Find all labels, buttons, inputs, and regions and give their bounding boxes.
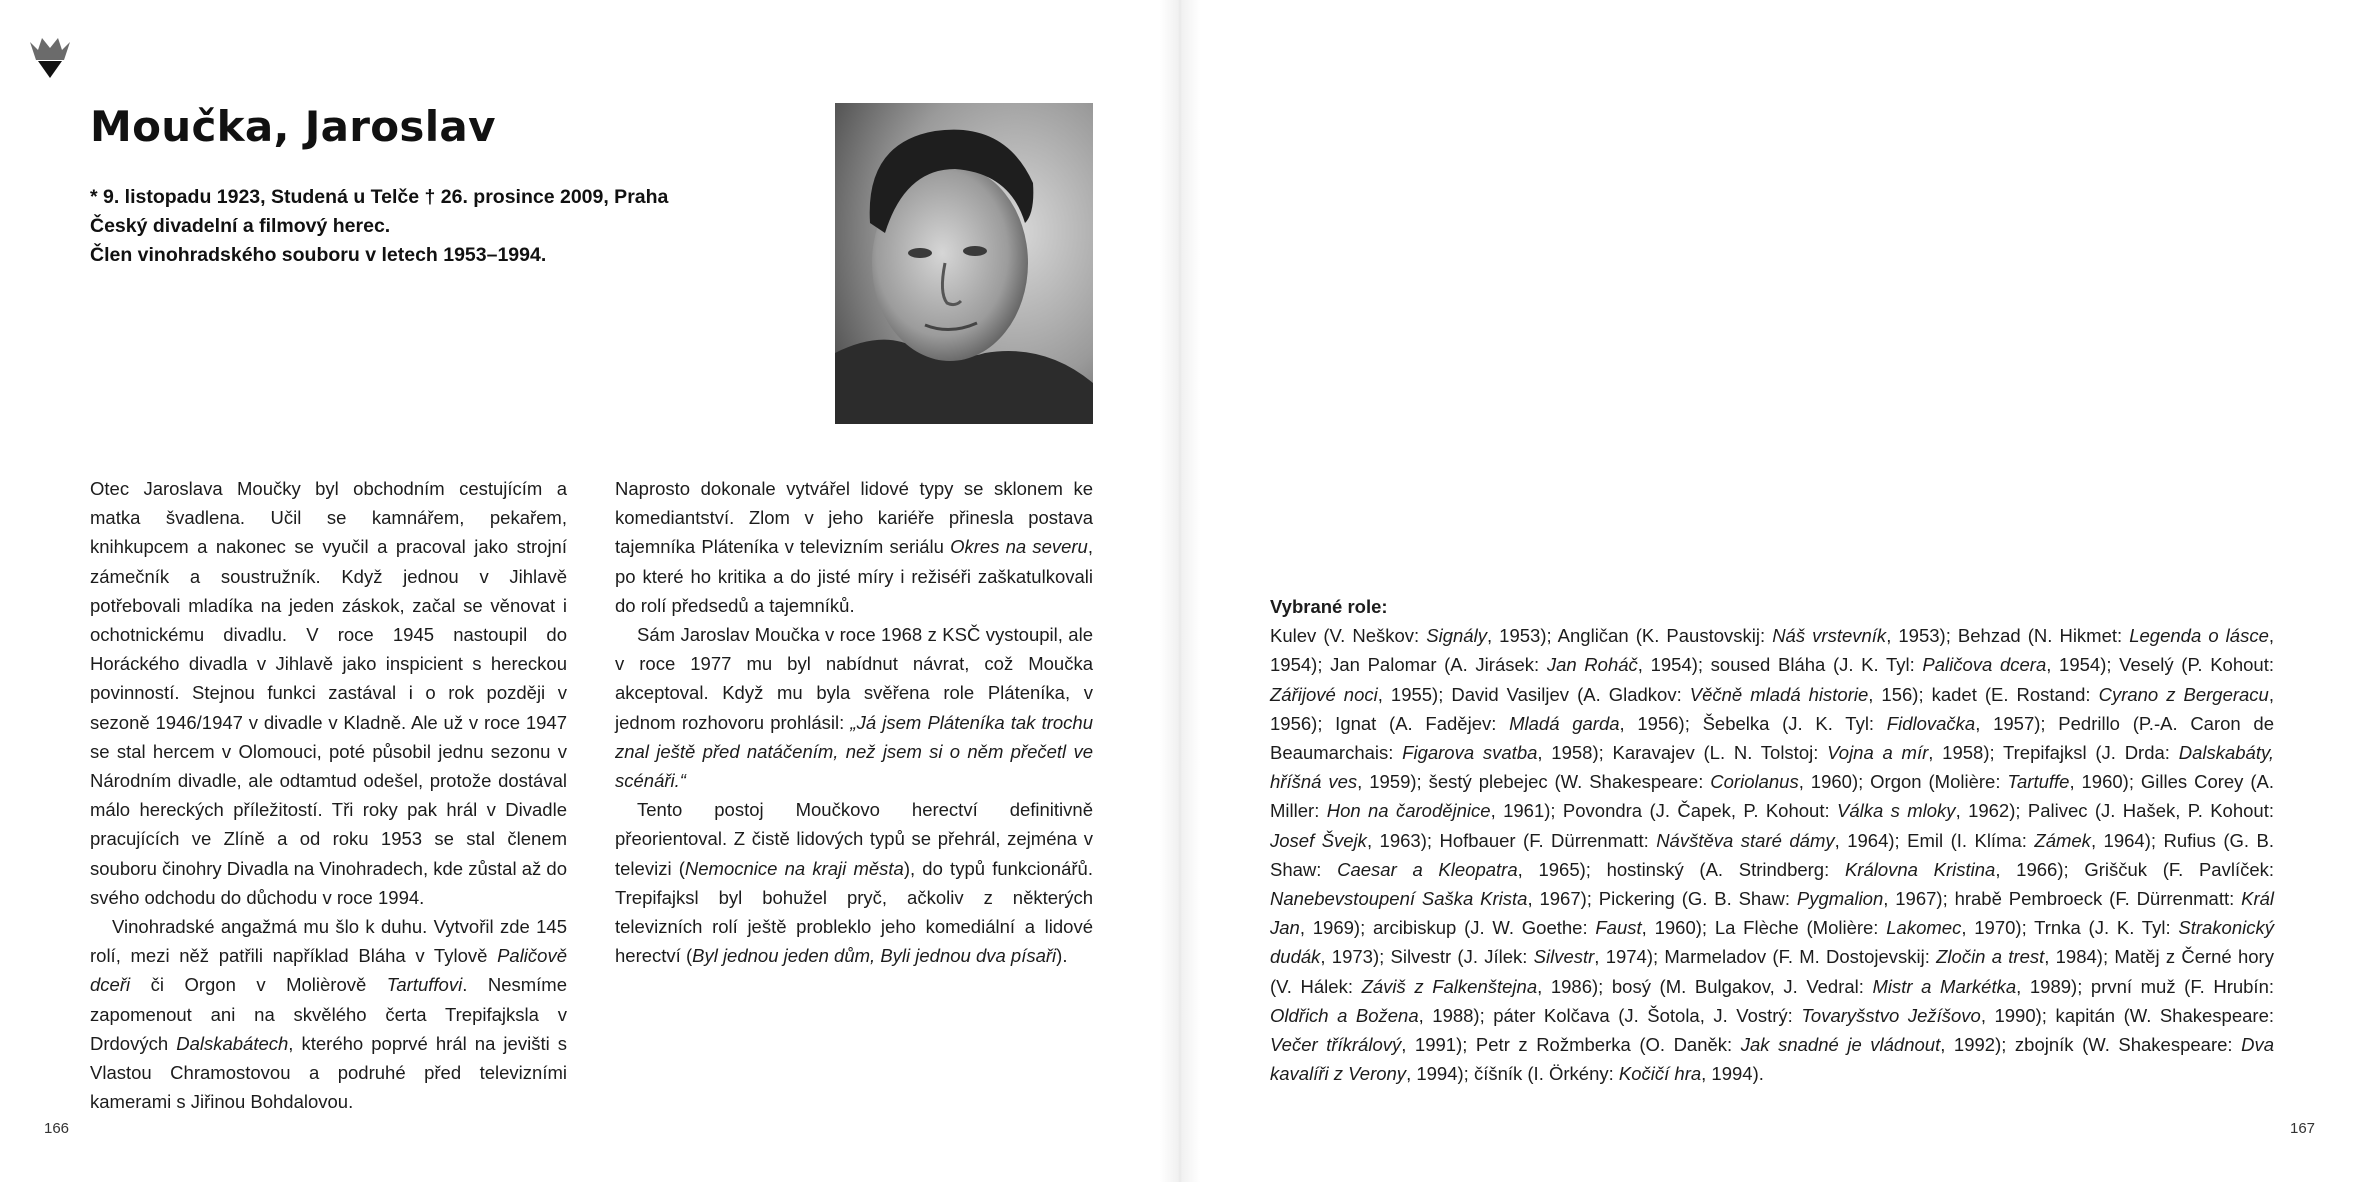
italic-title: Paličova dcera (1922, 654, 2047, 676)
text-run: Tento postoj Moučkovo herectví definitivně přeorientoval. Z čistě lidových typů se přehrál, zejména v televizi ( (615, 799, 1093, 879)
italic-title: Faust (1595, 917, 1642, 939)
italic-title: Figarova svatba (1402, 742, 1538, 764)
italic-title: Král Jan (1270, 888, 2275, 939)
text-run: , 1969); arcibiskup (J. W. Goethe: (1299, 917, 1596, 939)
italic-title: Josef Švejk (1270, 829, 1367, 851)
italic-title: Mladá garda (1509, 712, 1620, 734)
text-run: , 1956); Šebelka (J. K. Tyl: (1619, 712, 1887, 734)
italic-title: Byl jednou jeden dům, Byli jednou dva písaři (692, 945, 1057, 967)
text-run: , 1953); Angličan (K. Paustovskij: (1486, 625, 1773, 647)
portrait-photo (835, 103, 1093, 424)
text-run: , 1994). (1701, 1063, 1764, 1085)
text-run: , 1965); hostinský (A. Strindberg: (1517, 858, 1845, 880)
italic-title: Vojna a mír (1827, 742, 1929, 764)
italic-title: Fidlovačka (1886, 712, 1976, 734)
page-title: Moučka, Jaroslav (90, 102, 496, 151)
paragraph (615, 474, 1093, 620)
text-run: , 1990); kapitán (W. Shakespeare: (1980, 1004, 2274, 1026)
text-run: Naprosto dokonale vytvářel lidové typy se sklonem ke komediantství. Zlom v jeho kariéře přinesla postava tajemníka Pláteníka v televizním seriálu (615, 478, 1093, 558)
text-column-1 (90, 474, 567, 1116)
italic-title: „Já jsem Pláteníka tak trochu znal ještě před natáčením, než jsem si o něm přečetl ve scénáři.“ (615, 711, 1093, 792)
birth-death-line: * 9. listopadu 1923, Studená u Telče † 26. prosince 2009, Praha (90, 186, 669, 208)
text-run: , 1967); hrabě Pembroeck (F. Dürrenmatt: (1883, 888, 2242, 910)
italic-title: Tartuffe (2007, 771, 2070, 793)
text-run: ). (1056, 945, 1068, 967)
italic-title: Paličově dceři (90, 945, 567, 996)
text-column-2 (615, 474, 1093, 970)
text-run: . Nesmíme zapomenout ani na skvělého čerta Trepifajksla v Drdových (90, 974, 567, 1054)
italic-title: Zářijové noci (1270, 683, 1378, 705)
text-run: , 1961); Povondra (J. Čapek, P. Kohout: (1490, 800, 1837, 822)
italic-title: Kočičí hra (1618, 1063, 1702, 1085)
text-run: , 1967); Pickering (G. B. Shaw: (1527, 888, 1797, 910)
text-run: , 1988); páter Kolčava (J. Šotola, J. Vostrý: (1418, 1004, 1802, 1026)
roles-list (1270, 621, 2274, 1088)
paragraph (90, 912, 567, 1116)
text-run: , 1960); Gilles Corey (A. Miller: (1270, 771, 2274, 822)
italic-title: Válka s mloky (1836, 800, 1956, 822)
biography-meta (90, 183, 750, 270)
italic-title: Cyrano z Bergeracu (2098, 683, 2269, 705)
italic-title: Zámek (2034, 829, 2091, 851)
italic-title: Hon na čarodějnice (1326, 800, 1491, 822)
selected-roles (1270, 592, 2274, 1088)
italic-title: Strakonický dudák (1270, 917, 2274, 968)
text-run: Vinohradské angažmá mu šlo k duhu. Vytvořil zde 145 rolí, mezi něž patřili například Bláha v Tylově (90, 916, 567, 967)
text-run: , 1963); Hofbauer (F. Dürrenmatt: (1366, 829, 1657, 851)
text-run: , 1954); Veselý (P. Kohout: (2046, 654, 2274, 676)
text-run: , 1966); Griščuk (F. Pavlíček: (1995, 858, 2275, 880)
italic-title: Lakomec (1886, 917, 1962, 939)
crown-logo-icon (28, 34, 72, 80)
text-run: , 1960); Orgon (Molière: (1798, 771, 2008, 793)
italic-title: Nemocnice na kraji města (684, 857, 904, 879)
italic-title: Večer tříkrálový (1270, 1034, 1402, 1056)
portrait-image (835, 103, 1093, 424)
text-run: , 1964); Rufius (G. B. Shaw: (1270, 829, 2275, 880)
italic-title: Jak snadné je vládnout (1740, 1034, 1941, 1056)
text-run: , 1962); Palivec (J. Hašek, P. Kohout: (1955, 800, 2274, 822)
text-run: , 1958); Karavajev (L. N. Tolstoj: (1537, 742, 1828, 764)
text-run: , 1989); první muž (F. Hrubín: (2016, 975, 2274, 997)
italic-title: Věčně mladá historie (1689, 683, 1869, 705)
paragraph (615, 795, 1093, 970)
text-run: Otec Jaroslava Moučky byl obchodním cestujícím a matka švadlena. Učil se kamnářem, pekařem, knihkupcem a nakonec se vyučil a pracoval jako strojní zámečník a soustružník. Když jednou v Jihlavě potřebovali mladíka na jeden záskok, začal se věnovat i ochotnickému divadlu. V roce 1945 nastoupil do Horáckého divadla v Jihlavě jako inspicient s hereckou povinností. Stejnou funkci zastával i o rok později v sezoně 1946/1947 v divadle v Kladně. Ale už v roce 1947 se stal hercem v Olomouci, poté působil jednu sezonu v Národním divadle, ale odtamtud odešel, protože dostával málo hereckých příležitostí. Tři roky pak hrál v Divadle pracujících ve Zlíně a od roku 1953 se stal členem souboru činohry Divadla na Vinohradech, kde zůstal až do svého odchodu do důchodu v roce 1994. (90, 478, 567, 908)
italic-title: Dalskabátech (176, 1032, 289, 1054)
left-page (0, 0, 1180, 1182)
paragraph (90, 474, 567, 912)
italic-title: Jan Roháč (1546, 654, 1638, 676)
text-run: , 156); kadet (E. Rostand: (1868, 683, 2099, 705)
italic-title: Legenda o lásce (2129, 625, 2269, 647)
text-run: , 1957); Pedrillo (P.-A. Caron de Beaumarchais: (1270, 712, 2275, 764)
page-number-left: 166 (44, 1120, 70, 1137)
italic-title: Caesar a Kleopatra (1337, 858, 1518, 880)
text-run: , 1974); Marmeladov (F. M. Dostojevskij: (1594, 946, 1937, 968)
paragraph (615, 620, 1093, 795)
book-gutter (1160, 0, 1200, 1182)
italic-title: Oldřich a Božena (1270, 1004, 1419, 1026)
italic-title: Záviš z Falkenštejna (1361, 975, 1538, 997)
text-run: , 1958); Trepifajksl (J. Drda: (1928, 742, 2179, 764)
italic-title: Dalskabáty, hříšná ves (1270, 742, 2274, 793)
italic-title: Dva kavalíři z Verony (1270, 1034, 2274, 1085)
text-run: , 1986); bosý (M. Bulgakov, J. Vedral: (1537, 975, 1873, 997)
italic-title: Silvestr (1533, 946, 1595, 968)
text-run: ), do typů funkcionářů. Trepifajksl byl bohužel pryč, ačkoliv z některých televizních rolí ještě probleklo jeho komediální a lidové herectví ( (615, 857, 1093, 967)
roles-heading: Vybrané role: (1270, 596, 1388, 617)
italic-title: Coriolanus (1710, 771, 1799, 793)
text-run: , 1970); Trnka (J. K. Tyl: (1961, 917, 2179, 939)
text-run: , po které ho kritika a do jisté míry i režiséři zaškatulkovali do rolí předsedů a tajemníků. (615, 536, 1093, 616)
page-number-right: 167 (2290, 1120, 2316, 1137)
italic-title: Návštěva staré dámy (1656, 829, 1835, 851)
italic-title: Mistr a Markétka (1872, 975, 2017, 997)
italic-title: Pygmalion (1796, 888, 1884, 910)
italic-title: Signály (1426, 625, 1487, 647)
text-run: , 1959); šestý plebejec (W. Shakespeare: (1357, 771, 1711, 793)
italic-title: Zločin a trest (1936, 946, 2045, 968)
membership-line: Člen vinohradského souboru v letech 1953–1994. (90, 244, 547, 266)
text-run: , 1991); Petr z Rožmberka (O. Daněk: (1401, 1034, 1741, 1056)
italic-title: Nanebevstoupení Saška Krista (1270, 888, 1528, 910)
italic-title: Tovaryšstvo Ježíšovo (1801, 1004, 1981, 1026)
profession-line: Český divadelní a filmový herec. (90, 215, 391, 237)
italic-title: Tartuffovi (386, 974, 463, 996)
italic-title: Náš vrstevník (1772, 625, 1887, 647)
text-run: , 1954); Jan Palomar (A. Jirásek: (1270, 625, 2275, 676)
italic-title: Královna Kristina (1844, 858, 1996, 880)
text-run: Kulev (V. Neškov: (1270, 625, 1427, 647)
text-run: , 1960); La Flèche (Molière: (1641, 917, 1887, 939)
text-run: , 1992); zbojník (W. Shakespeare: (1940, 1034, 2242, 1056)
text-run: , 1953); Behzad (N. Hikmet: (1886, 625, 2130, 647)
text-run: , 1954); soused Bláha (J. K. Tyl: (1637, 654, 1923, 676)
text-run: či Orgon v Molièrově (130, 974, 387, 996)
text-run: , kterého poprvé hrál na jevišti s Vlastou Chramostovou a podruhé před televizními kamerami s Jiřinou Bohdalovou. (90, 1032, 568, 1113)
text-run: , 1994); číšník (I. Örkény: (1406, 1063, 1619, 1085)
text-run: Sám Jaroslav Moučka v roce 1968 z KSČ vystoupil, ale v roce 1977 mu byl nabídnut návrat, což Moučka akceptoval. Když mu byla svěřena role Pláteníka, v jednom rozhovoru prohlásil: (615, 624, 1093, 733)
text-run: , 1956); Ignat (A. Fadějev: (1270, 683, 2274, 734)
text-run: , 1955); David Vasiljev (A. Gladkov: (1377, 683, 1690, 705)
italic-title: Okres na severu (950, 536, 1088, 558)
text-run: , 1973); Silvestr (J. Jílek: (1320, 946, 1534, 968)
text-run: , 1964); Emil (I. Klíma: (1834, 829, 2035, 851)
text-run: , 1984); Matěj z Černé hory (V. Hálek: (1270, 946, 2274, 997)
